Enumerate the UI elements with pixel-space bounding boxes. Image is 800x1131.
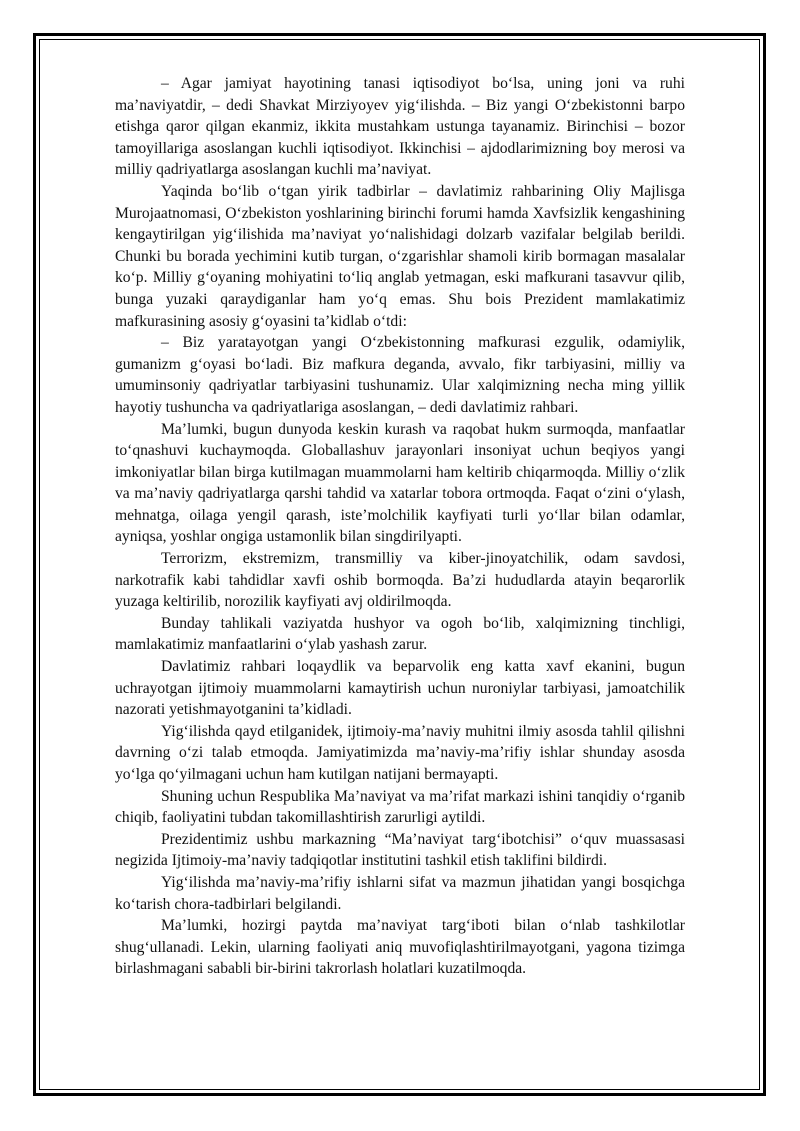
paragraph-7: Davlatimiz rahbari loqaydlik va beparvolik eng katta xavf ekanini, bugun uchrayotgan ijtimoiy muammolarni kamaytirish uchun nuroniylar tarbiyasi, jamoatchilik nazorati yetishmayotganini ta’kidladi.	[115, 658, 685, 719]
paragraph-3: – Biz yaratayotgan yangi O‘zbekistonning mafkurasi ezgulik, odamiylik, gumanizm g‘oyasi bo‘ladi. Biz mafkura deganda, avvalo, fikr tarbiyasini, milliy va umuminsoniy qadriyatlar tarbiyasini tushunamiz. Ular xalqimizning necha ming yillik hayotiy tushuncha va qadriyatlariga asoslangan, – dedi davlatimiz rahbari.	[115, 334, 685, 416]
paragraph-6: Bunday tahlikali vaziyatda hushyor va ogoh bo‘lib, xalqimizning tinchligi, mamlakatimiz manfaatlarini o‘ylab yashash zarur.	[115, 614, 685, 654]
paragraph-11: Yig‘ilishda ma’naviy-ma’rifiy ishlarni sifat va mazmun jihatidan yangi bosqichga ko‘tarish chora-tadbirlari belgilandi.	[115, 873, 685, 913]
paragraph-8: Yig‘ilishda qayd etilganidek, ijtimoiy-ma’naviy muhitni ilmiy asosda tahlil qilishni davrning o‘zi talab etmoqda. Jamiyatimizda ma’naviy-ma’rifiy ishlar shunday asosda yo‘lga qo‘yilmagani uchun ham kutilgan natijani bermayapti.	[115, 722, 685, 783]
paragraph-9: Shuning uchun Respublika Ma’naviyat va ma’rifat markazi ishini tanqidiy o‘rganib chiqib, faoliyatini tubdan takomillashtirish zarurligi aytildi.	[115, 787, 685, 827]
paragraph-4: Ma’lumki, bugun dunyoda keskin kurash va raqobat hukm surmoqda, manfaatlar to‘qnashuvi kuchaymoqda. Globallashuv jarayonlari insoniyat uchun beqiyos yangi imkoniyatlar bilan birga kutilmagan muammolarni ham keltirib chiqarmoqda. Milliy o‘zlik va ma’naviy qadriyatlarga qarshi tahdid va xatarlar tobora ortmoqda. Faqat o‘zini o‘ylash, mehnatga, oilaga yengil qarash, iste’molchilik kayfiyati turli yo‘llar bilan odamlar, ayniqsa, yoshlar ongiga ustamonlik bilan singdirilyapti.	[115, 420, 685, 546]
paragraph-10: Prezidentimiz ushbu markazning “Ma’naviyat targ‘ibotchisi” o‘quv muassasasi negizida Ijtimoiy-ma’naviy tadqiqotlar institutini tashkil etish taklifini bildirdi.	[115, 830, 685, 870]
paragraph-5: Terrorizm, ekstremizm, transmilliy va kiber-jinoyatchilik, odam savdosi, narkotrafik kabi tahdidlar xavfi oshib bormoqda. Ba’zi hududlarda atayin beqarorlik yuzaga keltirilib, norozilik kayfiyati avj oldirilmoqda.	[115, 550, 685, 611]
paragraph-2: Yaqinda bo‘lib o‘tgan yirik tadbirlar – davlatimiz rahbarining Oliy Majlisga Murojaatnomasi, O‘zbekiston yoshlarining birinchi forumi hamda Xavfsizlik kengashining kengaytirilgan yig‘ilishida ma’naviyat yo‘nalishidagi dolzarb vazifalar belgilab berildi. Chunki bu borada yechimini kutib turgan, o‘zgarishlar shamoli kirib bormagan masalalar ko‘p. Milliy g‘oyaning mohiyatini to‘liq anglab yetmagan, eski mafkurani tasavvur qilib, bunga yuzaki qaraydiganlar ham yo‘q emas. Shu bois Prezident mamlakatimiz mafkurasining asosiy g‘oyasini ta’kidlab o‘tdi:	[115, 182, 685, 330]
document-body	[115, 73, 685, 980]
paragraph-1: – Agar jamiyat hayotining tanasi iqtisodiyot bo‘lsa, uning joni va ruhi ma’naviyatdir, – dedi Shavkat Mirziyoyev yig‘ilishda. – Biz yangi O‘zbekistonni barpo etishga qaror qilgan ekanmiz, ikkita mustahkam ustunga tayanamiz. Birinchisi – bozor tamoyillariga asoslangan kuchli iqtisodiyot. Ikkinchisi – ajdodlarimizning boy merosi va milliy qadriyatlarga asoslangan kuchli ma’naviyat.	[115, 75, 685, 179]
paragraph-12: Ma’lumki, hozirgi paytda ma’naviyat targ‘iboti bilan o‘nlab tashkilotlar shug‘ullanadi. Lekin, ularning faoliyati aniq muvofiqlashtirilmayotgani, yagona tizimga birlashmagani sababli bir-birini takrorlash holatlari kuzatilmoqda.	[115, 917, 685, 978]
